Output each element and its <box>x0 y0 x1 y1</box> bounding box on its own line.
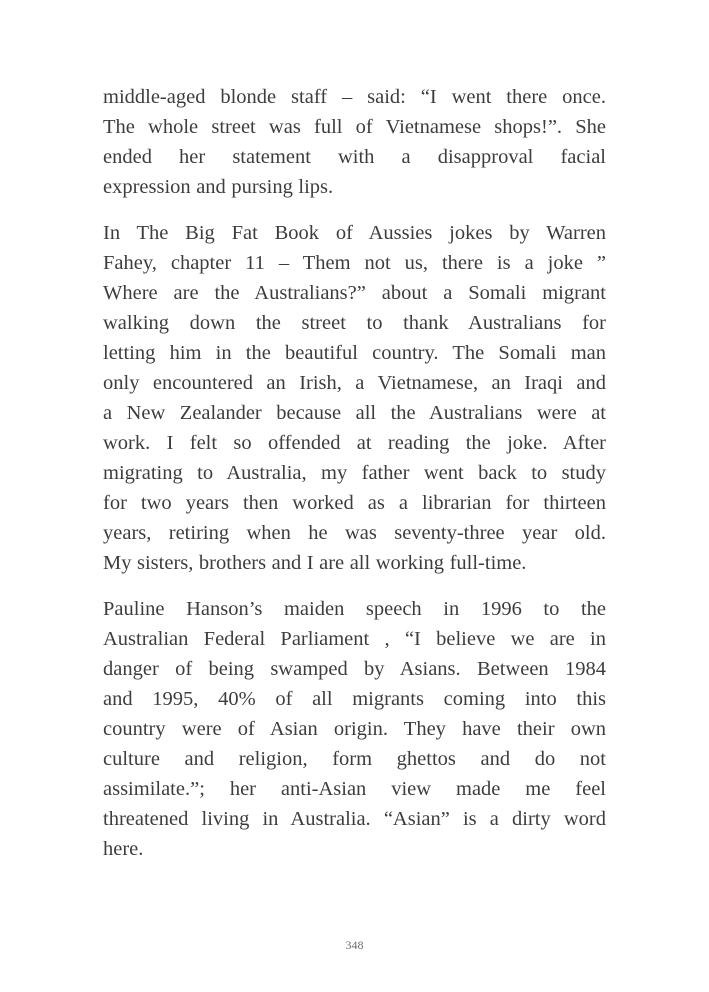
paragraph <box>103 594 606 864</box>
text-line: expression and pursing lips. <box>103 176 334 198</box>
text-line: for two years then worked as a librarian for thirteen <box>103 492 606 514</box>
text-line: danger of being swamped by Asians. Between 1984 <box>103 658 606 680</box>
text-line: Where are the Australians?” about a Somali migrant <box>103 282 606 304</box>
text-line: here. <box>103 838 144 860</box>
text-line: The whole street was full of Vietnamese shops!”. She <box>103 116 606 138</box>
text-line: Australian Federal Parliament , “I believe we are in <box>103 628 606 650</box>
text-line: work. I felt so offended at reading the joke. After <box>103 432 606 454</box>
text-line: Fahey, chapter 11 – Them not us, there is a joke ” <box>103 252 606 274</box>
paragraph <box>103 82 606 202</box>
text-line: Pauline Hanson’s maiden speech in 1996 to the <box>103 598 606 620</box>
text-line: ended her statement with a disapproval facial <box>103 146 606 168</box>
text-line: country were of Asian origin. They have their own <box>103 718 606 740</box>
text-line: letting him in the beautiful country. The Somali man <box>103 342 606 364</box>
text-line: culture and religion, form ghettos and do not <box>103 748 606 770</box>
text-line: only encountered an Irish, a Vietnamese, an Iraqi and <box>103 372 606 394</box>
page-number: 348 <box>345 938 364 952</box>
text-line: years, retiring when he was seventy-three year old. <box>103 522 606 544</box>
text-line: and 1995, 40% of all migrants coming into this <box>103 688 606 710</box>
text-line: middle-aged blonde staff – said: “I went there once. <box>103 86 606 108</box>
text-line: threatened living in Australia. “Asian” is a dirty word <box>103 808 606 830</box>
text-line: assimilate.”; her anti-Asian view made me feel <box>103 778 606 800</box>
text-line: In The Big Fat Book of Aussies jokes by Warren <box>103 222 606 244</box>
text-line: My sisters, brothers and I are all working full-time. <box>103 552 527 574</box>
text-column <box>103 82 606 880</box>
text-line: a New Zealander because all the Australians were at <box>103 402 606 424</box>
paragraph <box>103 218 606 578</box>
text-line: walking down the street to thank Australians for <box>103 312 606 334</box>
text-line: migrating to Australia, my father went back to study <box>103 462 606 484</box>
